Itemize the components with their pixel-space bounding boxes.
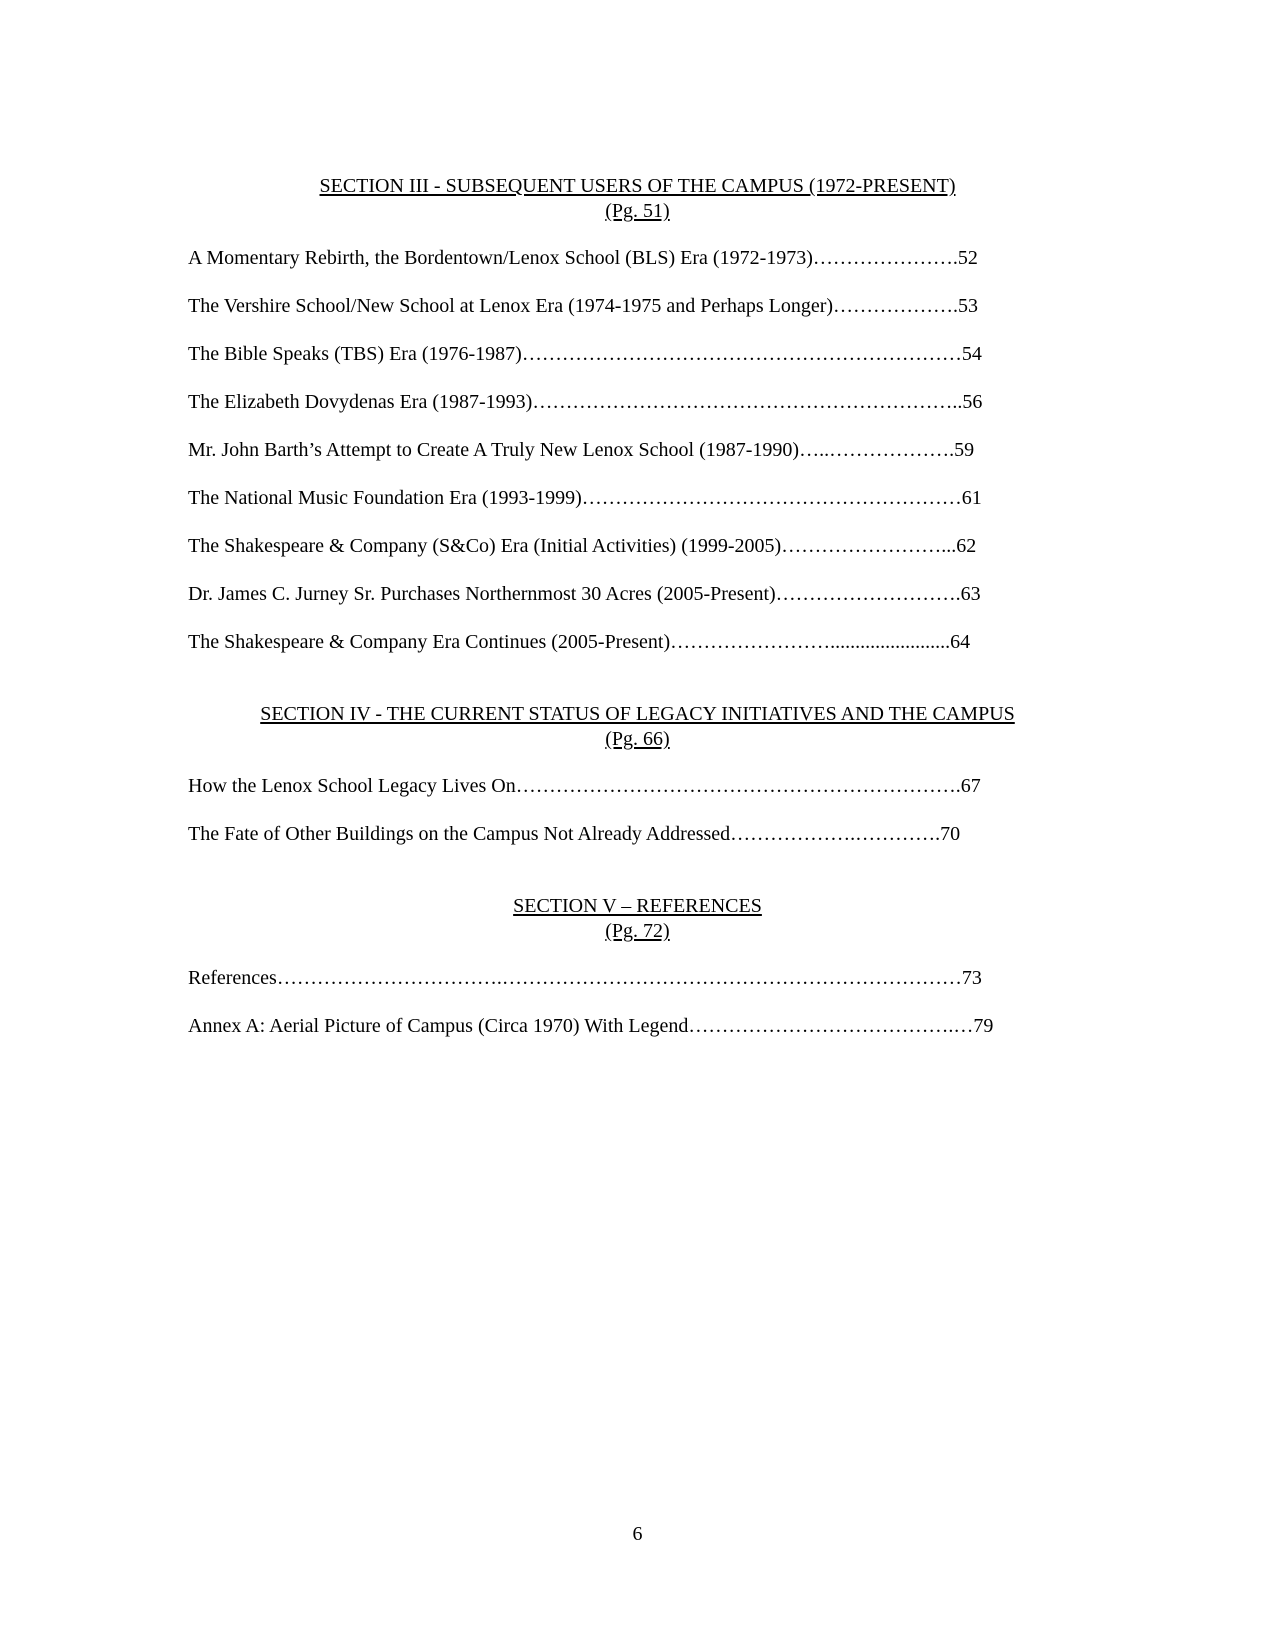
- toc-entry: Mr. John Barth’s Attempt to Create A Truly New Lenox School (1987-1990)…..……………….59: [188, 439, 975, 461]
- section-page-ref: (Pg. 72): [605, 920, 670, 942]
- section-iii-heading: [0, 174, 1275, 224]
- section-page-ref: (Pg. 51): [605, 200, 670, 222]
- page-number: 6: [632, 1523, 643, 1545]
- section-iv-heading: [0, 702, 1275, 752]
- toc-entry: The Shakespeare & Company Era Continues (2005-Present)……………………........................64: [188, 631, 971, 653]
- toc-entry: The Elizabeth Dovydenas Era (1987-1993)………………………………………………………..56: [188, 391, 983, 413]
- toc-entry: How the Lenox School Legacy Lives On………………………………………………………….67: [188, 775, 981, 797]
- section-title: SECTION III - SUBSEQUENT USERS OF THE CAMPUS (1972-PRESENT): [319, 175, 956, 197]
- toc-entry: A Momentary Rebirth, the Bordentown/Lenox School (BLS) Era (1972-1973)………………….52: [188, 247, 978, 269]
- section-page-ref: (Pg. 66): [605, 728, 670, 750]
- section-title: SECTION IV - THE CURRENT STATUS OF LEGACY INITIATIVES AND THE CAMPUS: [260, 703, 1015, 725]
- section-title: SECTION V – REFERENCES: [513, 895, 762, 917]
- toc-entry: The Fate of Other Buildings on the Campus Not Already Addressed……………….………….70: [188, 823, 961, 845]
- toc-entry: The Vershire School/New School at Lenox Era (1974-1975 and Perhaps Longer)……………….53: [188, 295, 979, 317]
- toc-entry: The Shakespeare & Company (S&Co) Era (Initial Activities) (1999-2005)……………………...62: [188, 535, 977, 557]
- section-v-heading: [0, 894, 1275, 944]
- toc-entry: References…………………………….……………………………………………………………73: [188, 967, 982, 989]
- toc-entry: Annex A: Aerial Picture of Campus (Circa 1970) With Legend………………………………….…79: [188, 1015, 994, 1037]
- toc-entry: The Bible Speaks (TBS) Era (1976-1987)…………………………………………………………54: [188, 343, 982, 365]
- toc-entry: Dr. James C. Jurney Sr. Purchases Northernmost 30 Acres (2005-Present)……………………….63: [188, 583, 981, 605]
- toc-entry: The National Music Foundation Era (1993-1999)…………………………………………………61: [188, 487, 982, 509]
